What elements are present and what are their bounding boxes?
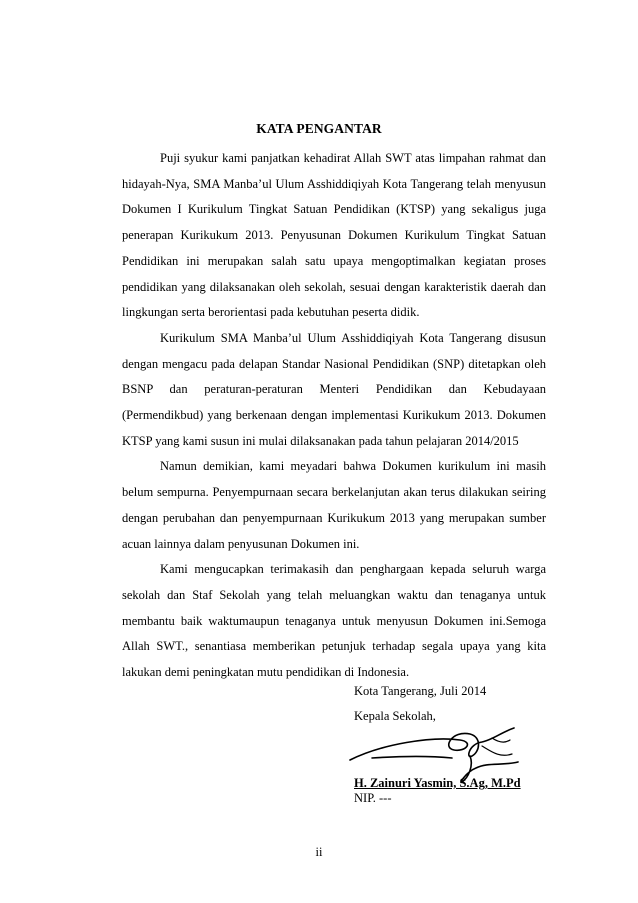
place-date: Kota Tangerang, Juli 2014 bbox=[354, 684, 487, 698]
signature-block bbox=[354, 679, 574, 805]
paragraph-2: Kurikulum SMA Manba’ul Ulum Asshiddiqiyah Kota Tangerang disusun dengan mengacu pada delapan Standar Nasional Pendidikan (SNP) ditetapkan oleh BSNP dan peraturan-peraturan Menteri Pendidikan dan Kebudayaan (Permendikbud) yang berkenaan dengan implementasi Kurikukum 2013. Dokumen KTSP yang kami susun ini mulai dilaksanakan pada tahun pelajaran 2014/2015 bbox=[122, 330, 546, 448]
page-number: ii bbox=[315, 845, 323, 859]
signer-position: Kepala Sekolah, bbox=[354, 709, 436, 723]
paragraph-3: Namun demikian, kami meyadari bahwa Dokumen kurikulum ini masih belum sempurna. Penyempurnaan secara berkelanjutan akan terus dilakukan seiring dengan perubahan dan penyempurnaan Kurikukum 2013 yang merupakan sumber acuan lainnya dalam penyusunan Dokumen ini. bbox=[122, 459, 546, 551]
signer-name: H. Zainuri Yasmin, S.Ag, M.Pd bbox=[354, 776, 521, 790]
document-title: KATA PENGANTAR bbox=[256, 121, 382, 136]
signer-nip: NIP. --- bbox=[354, 791, 392, 805]
paragraph-4: Kami mengucapkan terimakasih dan penghargaan kepada seluruh warga sekolah dan Staf Sekolah yang telah meluangkan waktu dan tenaganya untuk membantu baik waktumaupun tenaganya untuk menyusun Dokumen ini.Semoga Allah SWT., senantiasa memberikan petunjuk terhadap segala upaya yang kita lakukan demi peningkatan mutu pendidikan di Indonesia. bbox=[122, 562, 546, 680]
document-body bbox=[122, 146, 546, 686]
paragraph-1: Puji syukur kami panjatkan kehadirat Allah SWT atas limpahan rahmat dan hidayah-Nya, SMA Manba’ul Ulum Asshiddiqiyah Kota Tangerang telah menyusun Dokumen I Kurikulum Tingkat Satuan Pendidikan (KTSP) yang sekaligus juga penerapan Kurikukum 2013. Penyusunan Dokumen Kurikulum Tingkat Satuan Pendidikan ini merupakan salah satu upaya mengoptimalkan kegiatan proses pendidikan yang dilaksanakan oleh sekolah, sesuai dengan karakteristik daerah dan lingkungan serta berorientasi pada kebutuhan peserta didik. bbox=[122, 151, 546, 320]
